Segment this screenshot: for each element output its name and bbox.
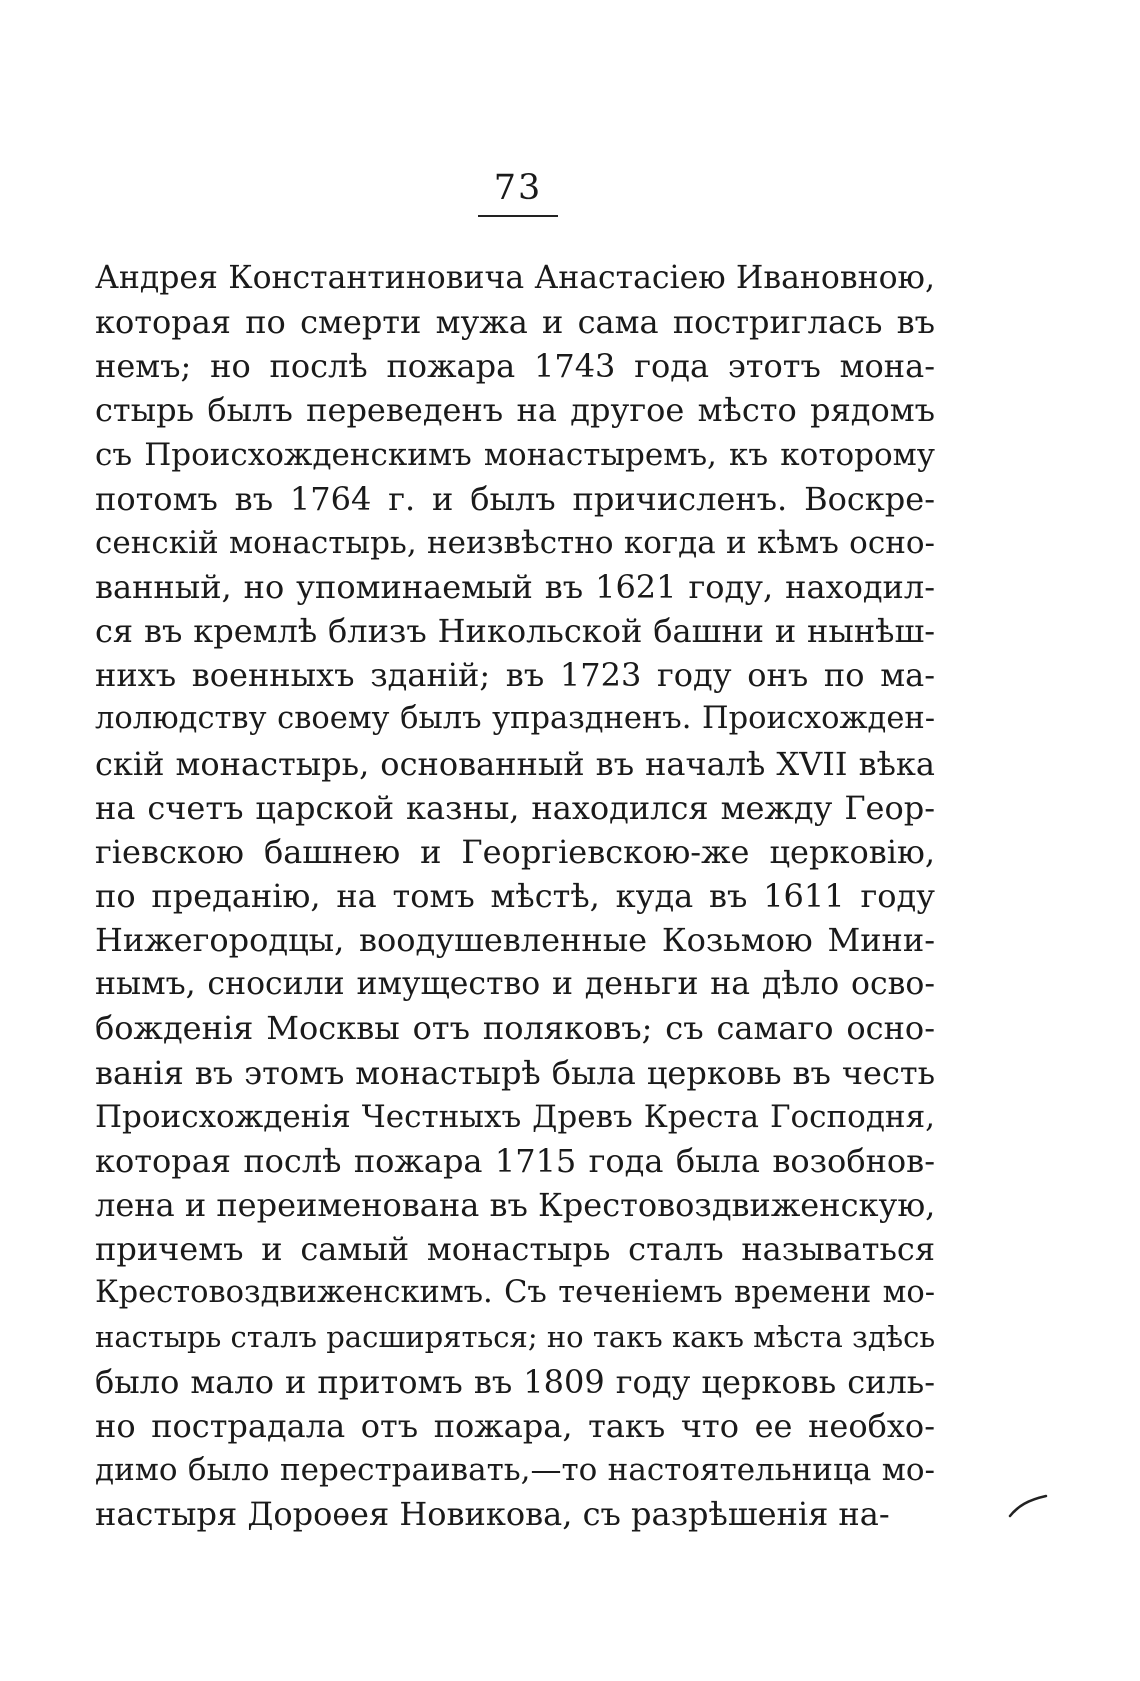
text-line-9: ся въ кремлѣ близъ Никольской башни и нынѣш- — [95, 612, 935, 651]
text-line-13: на счетъ царской казны, находился между Геор- — [95, 788, 935, 827]
text-line-17: нымъ, сносили имущество и деньги на дѣло осво- — [95, 966, 935, 1003]
text-line-8: ванный, но упоминаемый въ 1621 году, находил- — [95, 567, 935, 606]
text-line-14: гіевскою башнею и Георгіевскою-же церковію, — [95, 832, 935, 871]
text-line-23: причемъ и самый монастырь сталъ называться — [95, 1230, 935, 1269]
text-line-25: настырь сталъ расширяться; но такъ какъ мѣста здѣсь — [95, 1320, 935, 1355]
text-line-15: по преданію, на томъ мѣстѣ, куда въ 1611 году — [95, 876, 935, 915]
text-line-24: Крестовоздвиженскимъ. Съ теченіемъ времени мо- — [95, 1275, 935, 1311]
text-line-20: Происхожденія Честныхъ Древъ Креста Господня, — [95, 1098, 935, 1135]
text-line-16: Нижегородцы, воодушевленные Козьмою Мини- — [95, 921, 935, 960]
text-line-7: сенскій монастырь, неизвѣстно когда и кѣмъ осно- — [95, 524, 935, 561]
text-line-11: лолюдству своему былъ упраздненъ. Происхожден- — [95, 701, 935, 737]
text-line-28: димо было перестраивать,—то настоятельница мо- — [95, 1451, 935, 1488]
text-line-22: лена и переименована въ Крестовоздвиженскую, — [95, 1185, 935, 1224]
text-line-10: нихъ военныхъ зданій; въ 1723 году онъ по ма- — [95, 656, 935, 695]
text-line-5: съ Происхожденскимъ монастыремъ, къ которому — [95, 436, 935, 473]
text-line-19: ванія въ этомъ монастырѣ была церковь въ честь — [95, 1053, 935, 1092]
text-line-2: которая по смерти мужа и сама постриглась въ — [95, 303, 935, 342]
pencil-mark-icon — [1008, 1490, 1048, 1518]
body-text — [95, 256, 935, 1536]
text-line-6: потомъ въ 1764 г. и былъ причисленъ. Воскре- — [95, 479, 935, 518]
text-line-4: стырь былъ переведенъ на другое мѣсто рядомъ — [95, 391, 935, 430]
page-number: 73 — [493, 168, 543, 208]
text-line-26: было мало и притомъ въ 1809 году церковь силь- — [95, 1362, 935, 1401]
text-line-3: немъ; но послѣ пожара 1743 года этотъ мона- — [95, 347, 935, 386]
text-line-27: но пострадала отъ пожара, такъ что ее необхо- — [95, 1406, 935, 1445]
text-line-12: скій монастырь, основанный въ началѣ XVII вѣка — [95, 744, 935, 783]
text-line-18: божденія Москвы отъ поляковъ; съ самаго осно- — [95, 1009, 935, 1048]
text-line-21: которая послѣ пожара 1715 года была возобнов- — [95, 1141, 935, 1180]
page-number-rule — [478, 215, 558, 217]
text-line-29: настыря Дороѳея Новикова, съ разрѣшенія на- — [95, 1494, 890, 1533]
text-line-1: Андрея Константиновича Анастасіею Ивановною, — [95, 260, 935, 296]
